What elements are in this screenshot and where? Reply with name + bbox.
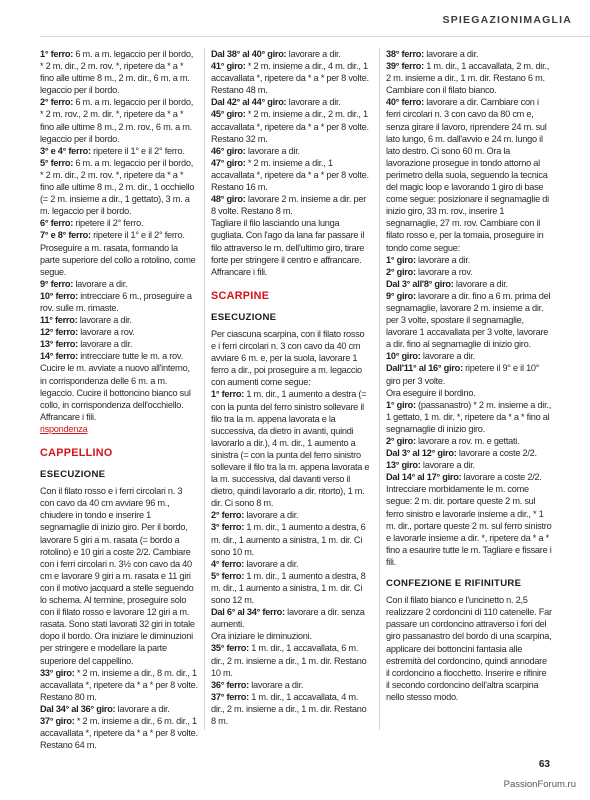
step-label: 10° ferro:	[40, 290, 78, 301]
step-label: 33° giro:	[40, 667, 75, 678]
instruction-step	[211, 679, 371, 691]
instruction-step	[386, 435, 552, 447]
step-text: 1 m. dir., 1 accavallata, 6 m. dir., 2 m. insieme a dir., 1 m. dir. Restano 10 m.	[211, 643, 367, 678]
step-text: 1 m. dir., 1 aumento a destra (= con la punta del ferro sinistro sollevare il filo tra la m. appena lavorata e la successiva, da dietro in avanti, quindi lavorarlo a dir.), 4 m. dir., 1 aumento a sinistra (= con la punta del ferro sinistro sollevare il filo tra la m. appena lavorata e la m. successiva, dal davanti verso il dietro, quindi lavorarlo a dir. ritorto), 1 m. dir. Ci sono 8 m.	[211, 389, 370, 509]
instruction-step	[40, 145, 198, 157]
instruction-step	[386, 60, 552, 96]
instruction-step	[386, 266, 552, 278]
instruction-step	[40, 715, 198, 751]
step-label: 13° giro:	[386, 460, 421, 471]
note-text: Ora iniziare le diminuzioni.	[211, 631, 312, 642]
col3-steps-2	[386, 399, 552, 568]
step-text: lavorare a dir.	[420, 460, 475, 471]
step-text: lavorare a dir.	[77, 339, 133, 350]
instruction-step	[211, 193, 371, 217]
instruction-step	[211, 157, 371, 193]
instruction-step	[211, 570, 371, 606]
note-text: Ora eseguire il bordino.	[386, 387, 476, 398]
step-label: 46° giro:	[211, 145, 246, 156]
instruction-step	[211, 642, 371, 678]
step-text: 1 m. dir., 1 aumento a destra, 8 m. dir., 1 aumento a sinistra, 1 m. dir. Ci sono 12 m.	[211, 570, 366, 606]
instruction-step	[211, 558, 371, 570]
col2-steps	[211, 48, 371, 217]
watermark: PassionForum.ru	[503, 779, 576, 790]
instruction-step	[211, 509, 371, 521]
instruction-step	[386, 290, 552, 350]
step-text: lavorare a dir.	[415, 254, 470, 265]
step-text: lavorare a dir. fino a 6 m. prima del segnamaglie, lavorare 2 m. insieme a dir. per 3 volte, spostare il segnamaglie, lavorare 1 accavallata per 3 volte, lavorare a dir. fino al segnamaglie di inizio giro.	[386, 290, 551, 350]
step-label: 1° ferro:	[40, 49, 74, 59]
step-text: ripetere il 1° e il 2° ferro.	[90, 145, 185, 156]
column-1	[40, 48, 198, 751]
step-label: 6° ferro:	[40, 218, 74, 229]
step-label: 40° ferro:	[386, 97, 424, 108]
instruction-step	[40, 229, 198, 277]
instruction-step	[40, 96, 198, 144]
instruction-step	[211, 606, 371, 630]
step-label: 39° ferro:	[386, 61, 424, 72]
instruction-step	[40, 278, 198, 290]
step-label: Dal 6° al 34° ferro:	[211, 607, 285, 618]
instruction-step	[211, 60, 371, 96]
step-label: 1° giro:	[386, 254, 416, 265]
header-part-1: SPIEGAZIONI	[442, 14, 524, 26]
step-label: 5° ferro:	[211, 570, 245, 581]
step-label: 13° ferro:	[40, 339, 78, 350]
step-label: Dal 3° all'8° giro:	[386, 278, 454, 289]
step-label: 41° giro:	[211, 61, 246, 72]
step-label: 37° giro:	[40, 715, 75, 726]
step-text: lavorare a dir. senza aumenti.	[211, 607, 365, 630]
instruction-step	[211, 108, 371, 144]
subsection-title: ESECUZIONE	[211, 311, 277, 323]
subsection-title: ESECUZIONE	[40, 469, 106, 481]
step-text: lavorare a dir.	[420, 351, 475, 362]
step-text: lavorare a coste 2/2. Intrecciare morbidamente le m. come segue: 2 m. dir. portare queste 2 m. sul ferro sinistro e lavorarle insieme a dir., * 1 m. dir., portare queste 2 m. sul ferro sinistro e lavorarle insieme a dir. *, ripetere da * a * fino a esaurire tutte le m. Tagliare e fissare i fili.	[386, 472, 552, 567]
instruction-step	[40, 217, 198, 229]
column-divider	[204, 48, 205, 730]
step-text: lavorare a rov.	[77, 327, 135, 338]
step-label: 9° giro:	[386, 290, 416, 301]
step-label: 36° ferro:	[211, 679, 249, 690]
step-text: ripetere il 1° e il 2° ferro. Proseguire a m. rasata, formando la parte superiore del collo a rotolino, come segue.	[40, 230, 196, 277]
instruction-step	[40, 326, 198, 338]
instruction-step	[386, 48, 552, 60]
step-text: lavorare a dir.	[244, 558, 299, 569]
section-intro: Per ciascuna scarpina, con il filato rosso e i ferri circolari n. 3 con cavo da 40 cm avviare 6 m. e, per la suola, lavorare 1 ferro a dir., poi proseguire a m. legaccio con aumenti come segue:	[211, 328, 365, 388]
step-label: 3° ferro:	[211, 522, 245, 533]
step-label: Dal 3° al 12° giro:	[386, 448, 457, 459]
step-text: lavorare a dir.	[244, 510, 299, 521]
step-text: lavorare 2 m. insieme a dir. per 8 volte. Restano 8 m.	[211, 194, 367, 217]
step-label: 47° giro:	[211, 157, 246, 168]
step-text: * 2 m. insieme a dir., 2 m. dir., 1 accavallata *, ripetere da * a * per 8 volte. Restano 32 m.	[211, 109, 369, 144]
step-label: 2° ferro:	[211, 510, 245, 521]
instruction-step	[211, 388, 371, 509]
instruction-step	[211, 48, 371, 60]
step-label: 3° e 4° ferro:	[40, 145, 91, 156]
step-label: Dal 42° al 44° giro:	[211, 97, 287, 108]
step-label: 4° ferro:	[211, 558, 245, 569]
step-label: 1° giro:	[386, 399, 416, 410]
page-header	[442, 14, 572, 26]
instruction-step	[40, 290, 198, 314]
section-title-confezione: CONFEZIONE E RIFINITURE	[386, 578, 522, 590]
step-text: * 2 m. insieme a dir., 1 accavallata *, ripetere da * a * per 8 volte. Restano 16 m.	[211, 157, 369, 193]
instruction-step	[386, 254, 552, 266]
step-text: 6 m. a m. legaccio per il bordo, * 2 m. rov., 2 m. dir. *, ripetere da * a * fino alle ultime 8 m., 2 m. rov., 6 m. a m. legaccio per il bordo.	[40, 97, 194, 144]
step-label: 35° ferro:	[211, 643, 249, 654]
instruction-step	[386, 471, 552, 568]
step-label: 5° ferro:	[40, 157, 74, 168]
step-label: 7° e 8° ferro:	[40, 230, 91, 241]
step-label: 9° ferro:	[40, 278, 74, 289]
instruction-step	[386, 399, 552, 435]
section-intro: Con il filato rosso e i ferri circolari n. 3 con cavo da 40 cm avviare 96 m., chiudere in tondo e inserire 1 segnamaglie di inizio giro. Per il bordo, lavorare 5 giri a m. rasata (= bordo a rotolino) e 10 giri a coste 2/2. Cambiare con i ferri circolari n. 3½ con cavo da 40 cm e lavorare 9 giri a m. rasata e 11 giri con il motivo jacquard a stelle seguendo lo schema. Al termine, proseguire solo con il filato rosso e lavorare 12 giri a m. rasata. Sono stati lavorati 32 giri in totale dopo il bordo. Ora iniziare le diminuzioni per stringere e modellare la parte superiore del cappellino.	[40, 486, 195, 666]
step-text: lavorare a coste 2/2.	[456, 448, 537, 459]
page-number: 63	[538, 759, 550, 770]
step-label: 2° ferro:	[40, 97, 74, 108]
step-label: 2° giro:	[386, 436, 416, 446]
step-label: 1° ferro:	[211, 389, 245, 400]
closing-text: Con il filato bianco e l'uncinetto n. 2,5 realizzare 2 cordoncini di 110 catenelle. Far passare un cordoncino attraverso i fori del giro passanastro del bordo di una scarpina, applicare dei bottoncini fantasia alle estremità del cordoncino, quindi annodare il cordoncino a fiocchetto. Inserire e rifinire il secondo cordoncino dell'altra scarpina nello stesso modo.	[386, 595, 552, 702]
step-text: lavorare a rov. m. e gettati.	[415, 436, 520, 446]
step-text: lavorare a dir.	[73, 278, 128, 289]
step-text: lavorare a dir.	[453, 278, 508, 289]
step-text: 6 m. a m. legaccio per il bordo, * 2 m. dir., 2 m. rov. *, ripetere da * a * fino alle ultime 8 m., 2 m. dir., 1 occhiello (= 2 m. insieme a dir., 1 gettato), 3 m. a m. legaccio per il bordo.	[40, 157, 195, 217]
col2-steps-2	[211, 388, 371, 630]
column-3	[386, 48, 552, 703]
step-text: * 2 m. insieme a dir., 4 m. dir., 1 accavallata *, ripetere da * a * per 8 volte. Restano 48 m.	[211, 61, 369, 96]
step-text: ripetere il 9° e il 10° giro per 3 volte.	[386, 363, 540, 386]
section-title-cappellino: CAPPELLINO	[40, 447, 113, 459]
instruction-step	[40, 314, 198, 326]
instruction-step	[40, 423, 198, 435]
step-label: 14° ferro:	[40, 351, 78, 362]
step-label: 45° giro:	[211, 109, 246, 120]
step-label: Dal 34° al 36° giro:	[40, 703, 116, 714]
step-text: intrecciare 6 m., proseguire a rov. sulle m. rimaste.	[40, 290, 192, 313]
instruction-step	[211, 145, 371, 157]
step-label: 2° giro:	[386, 266, 416, 277]
instruction-step	[386, 350, 552, 362]
step-label: 12° ferro:	[40, 327, 78, 338]
step-text: lavorare a rov.	[415, 266, 473, 277]
instruction-step	[40, 338, 198, 350]
col3-steps	[386, 48, 552, 387]
instruction-step	[40, 48, 198, 96]
col1-steps-2	[40, 667, 198, 752]
instruction-step	[386, 96, 552, 253]
step-text: lavorare a dir.	[248, 679, 304, 690]
step-label: 38° ferro:	[386, 49, 424, 59]
step-text: 1 m. dir., 1 accavallata, 2 m. dir., 2 m. insieme a dir., 1 m. dir. Restano 6 m. Cambiare con il filato bianco.	[386, 61, 549, 96]
step-label: 10° giro:	[386, 351, 421, 362]
step-text: * 2 m. insieme a dir., 8 m. dir., 1 accavallata *, ripetere da * a * per 8 volte. Restano 80 m.	[40, 667, 198, 702]
step-text: (passanastro) * 2 m. insieme a dir., 1 gettato, 1 m. dir. *, ripetere da * a * fino al segnamaglie di inizio giro.	[386, 399, 552, 434]
step-text: lavorare a dir. Cambiare con i ferri circolari n. 3 con cavo da 80 cm e, senza girare il lavoro, riprendere 24 m. sul lato lungo, 6 m. dall'avvio e 24 m. lungo il lato destro. Ci sono 60 m. Ora la lavorazione prosegue in tondo attorno al perimetro della suola, seguendo la tecnica del magic loop e lavorando 1 giro di base come segue: posizionare il segnamaglie di inizio giro, 33 m. rov., inserire 1 segnamaglie, 27 m. rov. Cambiare con il filato rosso e, per la tomaia, proseguire in tondo come segue:	[386, 97, 549, 253]
step-label: 37° ferro:	[211, 691, 249, 702]
column-divider	[379, 48, 380, 730]
step-text: lavorare a dir.	[423, 49, 479, 59]
step-label: Dal 38° al 40° giro:	[211, 49, 287, 59]
step-text: lavorare a dir.	[77, 315, 132, 326]
step-text: * 2 m. insieme a dir., 6 m. dir., 1 accavallata *, ripetere da * a * per 8 volte. Restano 64 m.	[40, 715, 198, 751]
step-text: lavorare a dir.	[286, 97, 341, 108]
instruction-step	[40, 703, 198, 715]
instruction-step	[40, 157, 198, 217]
instruction-step	[211, 521, 371, 557]
instruction-step	[211, 96, 371, 108]
step-label: 11° ferro:	[40, 315, 78, 326]
step-label: Dall'11° al 16° giro:	[386, 363, 463, 374]
col2-steps-3	[211, 642, 371, 727]
step-text: 1 m. dir., 1 aumento a destra, 6 m. dir., 1 aumento a sinistra, 1 m. dir. Ci sono 10 m.	[211, 522, 366, 557]
step-label: 48° giro:	[211, 194, 246, 205]
step-text: lavorare a dir.	[115, 703, 170, 714]
instruction-step	[386, 362, 552, 386]
instruction-step	[40, 667, 198, 703]
step-text: lavorare a dir.	[245, 145, 300, 156]
instruction-step	[386, 278, 552, 290]
section-title-scarpine: SCARPINE	[211, 289, 270, 302]
instruction-step	[40, 350, 198, 423]
step-text: lavorare a dir.	[286, 49, 341, 59]
instruction-step	[211, 691, 371, 727]
closing-text: Tagliare il filo lasciando una lunga gugliata. Con l'ago da lana far passare il filo attraverso le m. dell'ultimo giro, tirare forte per stringere il centro e affrancare. Affrancare i fili.	[211, 218, 365, 277]
header-divider	[40, 36, 590, 37]
step-text: ripetere il 2° ferro.	[73, 218, 144, 229]
column-2	[211, 48, 371, 727]
step-text: 6 m. a m. legaccio per il bordo, * 2 m. dir., 2 m. rov. *, ripetere da * a * fino alle ultime 8 m., 2 m. dir., 6 m. a m. legaccio per il bordo.	[40, 49, 194, 96]
instruction-step	[386, 447, 552, 459]
step-text: 1 m. dir., 1 accavallata, 4 m. dir., 2 m. insieme a dir., 1 m. dir. Restano 8 m.	[211, 691, 367, 726]
instruction-step	[386, 459, 552, 471]
step-text: intrecciare tutte le m. a rov. Cucire le m. avviate a nuovo all'interno, in corrispondenza delle 6 m. a m. legaccio. Cucire il bottoncino bianco sul collo, in corrispondenza dell'occhiello. Affrancare i fili.	[40, 351, 191, 422]
header-part-2: MAGLIA	[523, 14, 572, 26]
step-label: Dal 14° al 17° giro:	[386, 472, 462, 483]
inline-link[interactable]: rispondenza	[40, 423, 88, 434]
col1-steps	[40, 48, 198, 423]
